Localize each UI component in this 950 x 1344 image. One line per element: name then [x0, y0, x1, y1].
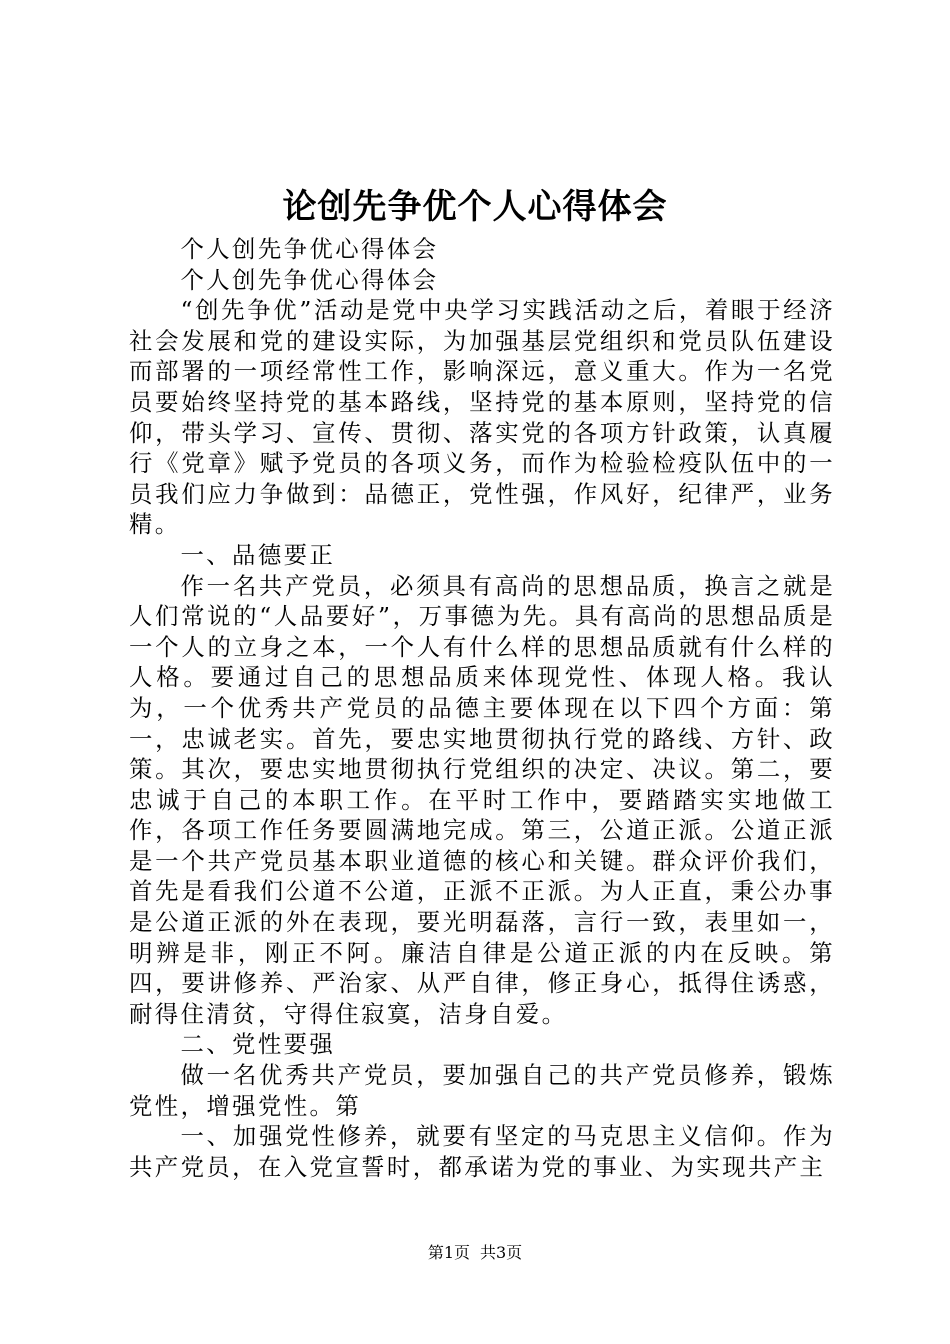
document-title: 论创先争优个人心得体会 — [282, 187, 668, 227]
section-heading: 一、品德要正 — [180, 540, 336, 569]
body-paragraph: 作一名共产党员，必须具有高尚的思想品质，换言之就是人们常说的“人品要好”，万事德为先。具有高尚的思想品质是一个人的立身之本，一个人有什么样的思想品质就有什么样的人格。要通过自己的思想品质来体现党性、体现人格。我认为，一个优秀共产党员的品德主要体现在以下四个方面：第一，忠诚老实。首先，要忠实地贯彻执行党的路线、方针、政策。其次，要忠实地贯彻执行党组织的决定、决议。第二，要忠诚于自己的本职工作。在平时工作中，要踏踏实实地做工作，各项工作任务要圆满地完成。第三，公道正派。公道正派是一个共产党员基本职业道德的核心和关键。群众评价我们，首先是看我们公道不公道，正派不正派。为人正直，秉公办事是公道正派的外在表现，要光明磊落，言行一致，表里如一，明辨是非，刚正不阿。廉洁自律是公道正派的内在反映。第四，要讲修养、严治家、从严自律，修正身心，抵得住诱惑，耐得住清贫，守得住寂寞，洁身自爱。 — [129, 571, 835, 1028]
page-footer — [0, 1241, 950, 1265]
subtitle-line: 个人创先争优心得体会 — [180, 265, 439, 294]
document-body — [129, 234, 835, 1182]
body-paragraph: “创先争优”活动是党中央学习实践活动之后，着眼于经济社会发展和党的建设实际，为加强基层党组织和党员队伍建设而部署的一项经常性工作，影响深远，意义重大。作为一名党员要始终坚持党的基本路线，坚持党的基本原则，坚持党的信仰，带头学习、宣传、贯彻、落实党的各项方针政策，认真履行《党章》赋予党员的各项义务，而作为检验检疫队伍中的一员我们应力争做到：品德正，党性强，作风好，纪律严，业务精。 — [129, 296, 835, 539]
page-total: 共3页 — [480, 1243, 523, 1262]
body-paragraph: 一、加强党性修养，就要有坚定的马克思主义信仰。作为共产党员，在入党宣誓时，都承诺为党的事业、为实现共产主 — [129, 1122, 835, 1181]
body-paragraph: 做一名优秀共产党员，要加强自己的共产党员修养，锻炼党性，增强党性。第 — [129, 1061, 835, 1120]
page-number: 第1页 — [427, 1243, 470, 1262]
subtitle-line: 个人创先争优心得体会 — [180, 235, 439, 263]
section-heading: 二、党性要强 — [180, 1030, 336, 1059]
